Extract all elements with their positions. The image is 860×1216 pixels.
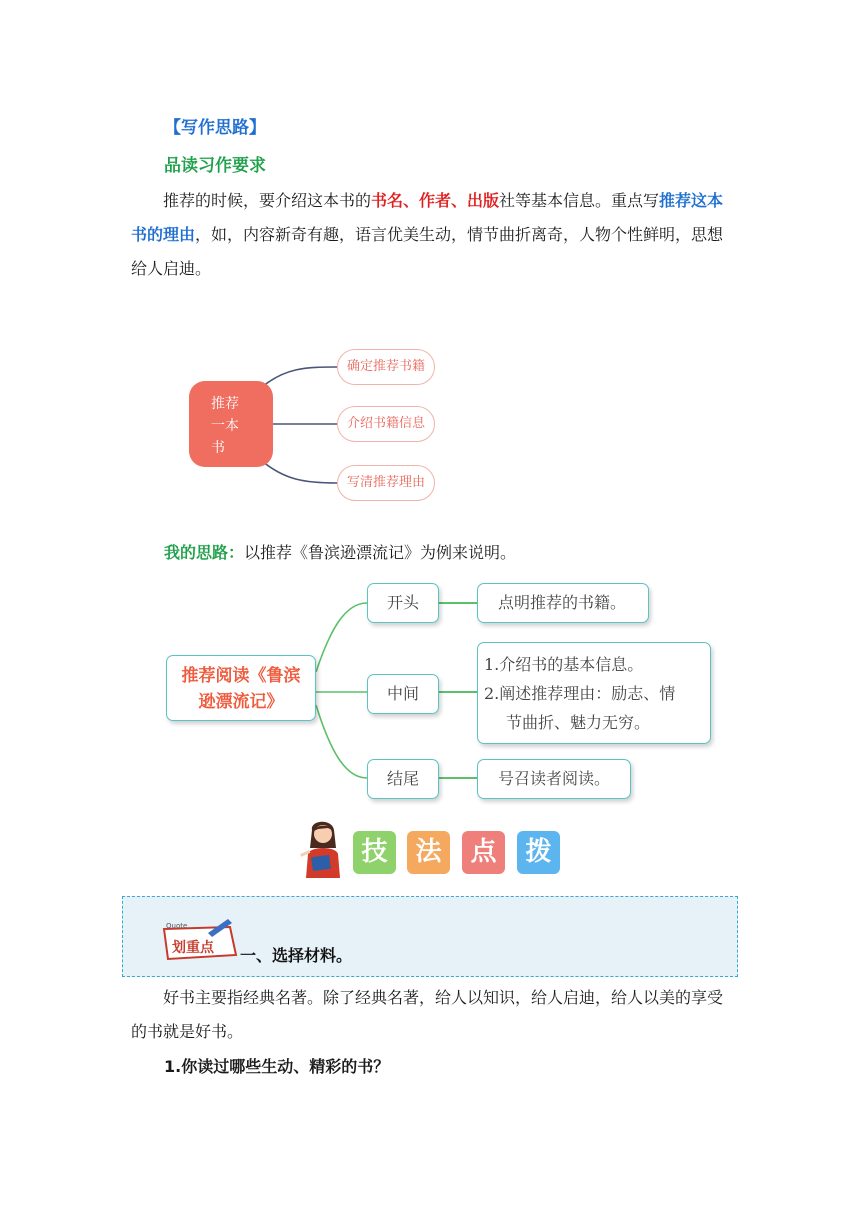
question-1: 1.你读过哪些生动、精彩的书？: [164, 1057, 390, 1076]
tile-char: 技: [361, 837, 388, 867]
mindmap2-root: [166, 655, 316, 721]
select-material-title: 一、选择材料。: [240, 946, 353, 965]
highlight-badge-icon: [160, 915, 240, 965]
root-line: 推荐阅读《鲁滨: [181, 666, 301, 686]
select-material-paragraph: 好书主要指经典名著。除了经典名著，给人以知识，给人启迪，给人以美的享受的书就是好书。: [131, 988, 724, 1041]
skill-tile-bo: [517, 831, 560, 874]
intro-highlight-reason: 推荐这本书的理由: [131, 191, 724, 244]
tile-char: 法: [415, 837, 442, 867]
my-idea-line: [164, 540, 516, 563]
root-line: 逊漂流记》: [198, 692, 284, 712]
mindmap2-detail-ending: [477, 759, 631, 799]
mindmap1-branch-select: 确定推荐书籍: [337, 349, 435, 385]
detail-line: 点明推荐的书籍。: [498, 593, 627, 612]
intro-text: 推荐的时候，要介绍这本书的: [163, 191, 372, 210]
detail-line: 1.介绍书的基本信息。: [484, 655, 644, 674]
skill-tile-ji: [353, 831, 396, 874]
tile-char: 点: [470, 837, 497, 867]
intro-text: 社等基本信息。重点写: [499, 191, 660, 210]
mindmap2-detail-opening: [477, 583, 649, 623]
mindmap1-branch-info: 介绍书籍信息: [337, 406, 435, 442]
mindmap2-branch-ending: 结尾: [367, 759, 439, 799]
section-subtitle: 品读习作要求: [164, 156, 266, 176]
my-idea-text: 以推荐《鲁滨逊漂流记》为例来说明。: [244, 543, 517, 562]
skill-tile-dian: [462, 831, 505, 874]
badge-small-text: Quote: [166, 922, 188, 930]
root-line: 书: [211, 440, 225, 456]
mindmap2-detail-middle: [477, 642, 711, 744]
intro-highlight-info: 书名、作者、出版: [371, 191, 500, 210]
tile-char: 拨: [525, 837, 552, 867]
badge-text: 划重点: [172, 940, 214, 956]
root-line: 一本: [211, 418, 239, 434]
detail-line: 号召读者阅读。: [498, 769, 611, 788]
detail-line: 节曲折、魅力无穷。: [506, 713, 651, 732]
mindmap1-root: [189, 381, 273, 467]
mindmap1-branch-reason: 写清推荐理由: [337, 465, 435, 501]
intro-text: ，如，内容新奇有趣，语言优美生动，情节曲折离奇，人物个性鲜明，思想给人启迪。: [131, 225, 724, 278]
section-title: 【写作思路】: [164, 118, 266, 138]
my-idea-label: 我的思路：: [164, 543, 245, 562]
teacher-illustration: [298, 818, 352, 880]
root-line: 推荐: [211, 396, 239, 412]
mindmap2-branch-opening: 开头: [367, 583, 439, 623]
skill-tile-fa: [407, 831, 450, 874]
detail-line: 2.阐述推荐理由：励志、情: [484, 684, 676, 703]
mindmap2-branch-middle: 中间: [367, 674, 439, 714]
